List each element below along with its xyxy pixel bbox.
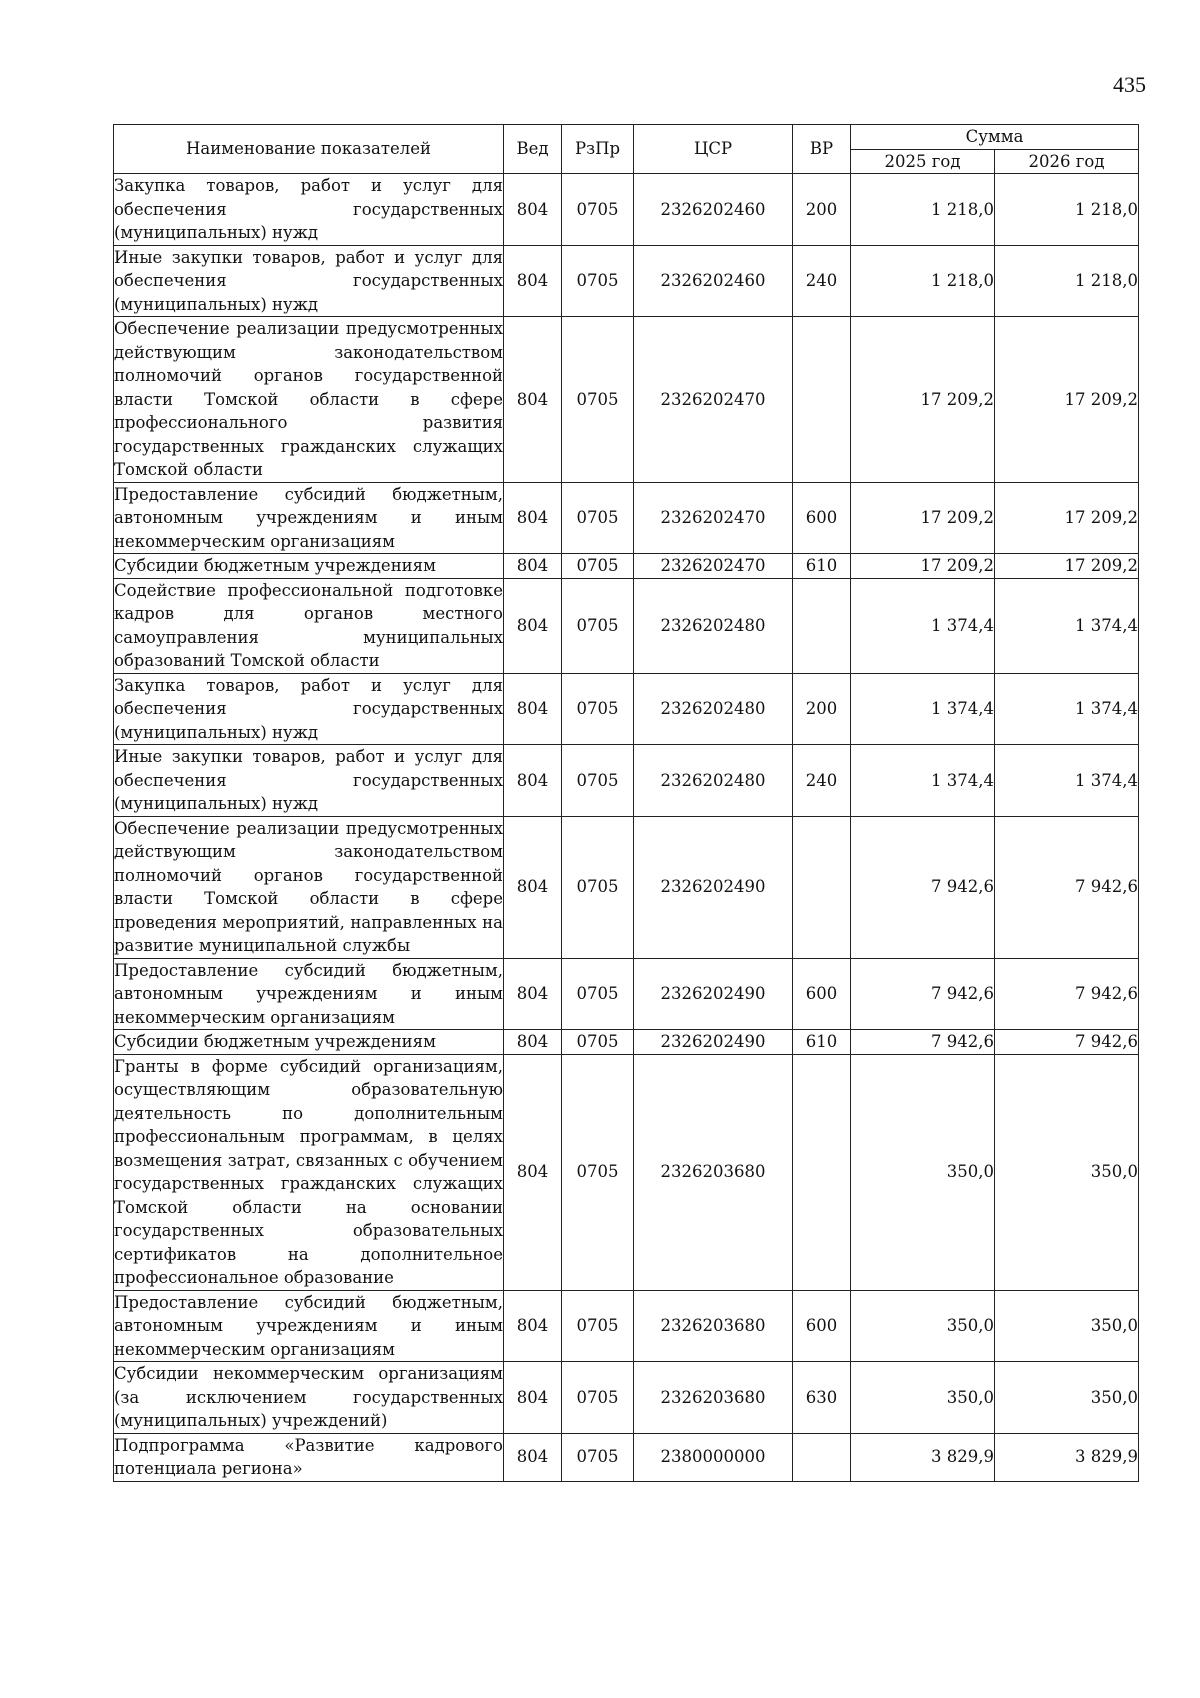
cell-vr: 600 [793,1290,851,1362]
cell-ved: 804 [504,745,562,817]
cell-vr [793,578,851,673]
cell-sum-2026: 1 374,4 [995,745,1139,817]
cell-sum-2026: 1 218,0 [995,245,1139,317]
table-row [114,245,1139,317]
header-csr: ЦСР [634,125,793,174]
cell-csr: 2326202480 [634,673,793,745]
cell-vr: 610 [793,554,851,579]
cell-csr: 2326203680 [634,1054,793,1290]
cell-sum-2026: 3 829,9 [995,1433,1139,1481]
cell-rzpr: 0705 [562,816,634,958]
cell-name: Предоставление субсидий бюджетным, автономным учреждениям и иным некоммерческим организациям [114,958,504,1030]
cell-ved: 804 [504,554,562,579]
cell-rzpr: 0705 [562,1433,634,1481]
cell-sum-2026: 1 218,0 [995,174,1139,246]
table-row [114,317,1139,483]
cell-ved: 804 [504,958,562,1030]
cell-ved: 804 [504,174,562,246]
cell-csr: 2326202490 [634,1030,793,1055]
table-row [114,745,1139,817]
table-row [114,1054,1139,1290]
cell-csr: 2380000000 [634,1433,793,1481]
cell-sum-2025: 350,0 [851,1362,995,1434]
cell-name: Гранты в форме субсидий организациям, осуществляющим образовательную деятельность по дополнительным профессиональным программам, в целях возмещения затрат, связанных с обучением государственных гражданских служащих Томской области на основании государственных образовательных сертификатов на дополнительное профессиональное образование [114,1054,504,1290]
cell-rzpr: 0705 [562,578,634,673]
cell-ved: 804 [504,1433,562,1481]
cell-sum-2026: 1 374,4 [995,673,1139,745]
cell-sum-2026: 17 209,2 [995,482,1139,554]
cell-csr: 2326203680 [634,1290,793,1362]
cell-sum-2025: 7 942,6 [851,816,995,958]
cell-ved: 804 [504,816,562,958]
cell-sum-2026: 17 209,2 [995,317,1139,483]
cell-sum-2025: 350,0 [851,1290,995,1362]
header-year-2026: 2026 год [995,149,1139,174]
cell-csr: 2326202490 [634,958,793,1030]
cell-sum-2026: 7 942,6 [995,958,1139,1030]
cell-vr: 200 [793,174,851,246]
cell-sum-2025: 1 374,4 [851,578,995,673]
cell-csr: 2326202460 [634,245,793,317]
cell-vr: 240 [793,245,851,317]
cell-sum-2026: 350,0 [995,1054,1139,1290]
cell-name: Закупка товаров, работ и услуг для обеспечения государственных (муниципальных) нужд [114,673,504,745]
cell-rzpr: 0705 [562,317,634,483]
cell-name: Субсидии некоммерческим организациям (за исключением государственных (муниципальных) учреждений) [114,1362,504,1434]
header-year-2025: 2025 год [851,149,995,174]
header-vr: ВР [793,125,851,174]
cell-vr: 600 [793,482,851,554]
header-ved: Вед [504,125,562,174]
header-name: Наименование показателей [114,125,504,174]
header-rzpr: РзПр [562,125,634,174]
cell-csr: 2326202490 [634,816,793,958]
cell-sum-2026: 350,0 [995,1362,1139,1434]
cell-sum-2025: 1 374,4 [851,673,995,745]
cell-csr: 2326202480 [634,578,793,673]
cell-rzpr: 0705 [562,174,634,246]
cell-ved: 804 [504,1054,562,1290]
cell-name: Иные закупки товаров, работ и услуг для обеспечения государственных (муниципальных) нужд [114,745,504,817]
cell-rzpr: 0705 [562,1030,634,1055]
cell-csr: 2326202460 [634,174,793,246]
cell-sum-2026: 7 942,6 [995,816,1139,958]
cell-vr [793,1433,851,1481]
table-row [114,958,1139,1030]
cell-name: Закупка товаров, работ и услуг для обеспечения государственных (муниципальных) нужд [114,174,504,246]
table-header [114,125,1139,174]
cell-ved: 804 [504,317,562,483]
cell-name: Подпрограмма «Развитие кадрового потенциала региона» [114,1433,504,1481]
cell-csr: 2326203680 [634,1362,793,1434]
cell-ved: 804 [504,578,562,673]
table-row [114,1433,1139,1481]
cell-sum-2025: 17 209,2 [851,554,995,579]
table-row [114,1290,1139,1362]
cell-name: Предоставление субсидий бюджетным, автономным учреждениям и иным некоммерческим организациям [114,1290,504,1362]
cell-sum-2025: 1 374,4 [851,745,995,817]
header-sum: Сумма [851,125,1139,150]
cell-vr: 610 [793,1030,851,1055]
cell-vr [793,816,851,958]
cell-ved: 804 [504,245,562,317]
cell-vr: 200 [793,673,851,745]
cell-ved: 804 [504,482,562,554]
cell-sum-2026: 7 942,6 [995,1030,1139,1055]
cell-ved: 804 [504,1030,562,1055]
cell-sum-2025: 17 209,2 [851,317,995,483]
cell-sum-2025: 17 209,2 [851,482,995,554]
table-row [114,482,1139,554]
cell-sum-2026: 350,0 [995,1290,1139,1362]
cell-csr: 2326202470 [634,554,793,579]
cell-rzpr: 0705 [562,554,634,579]
table-row [114,174,1139,246]
cell-name: Субсидии бюджетным учреждениям [114,554,504,579]
table-row [114,1362,1139,1434]
cell-rzpr: 0705 [562,745,634,817]
cell-sum-2026: 17 209,2 [995,554,1139,579]
cell-name: Обеспечение реализации предусмотренных действующим законодательством полномочий органов государственной власти Томской области в сфере проведения мероприятий, направленных на развитие муниципальной службы [114,816,504,958]
page-number: 435 [1113,72,1146,97]
cell-vr [793,317,851,483]
cell-rzpr: 0705 [562,1290,634,1362]
cell-ved: 804 [504,1290,562,1362]
table-row [114,1030,1139,1055]
cell-vr: 630 [793,1362,851,1434]
cell-vr: 240 [793,745,851,817]
table-row [114,578,1139,673]
cell-sum-2025: 1 218,0 [851,174,995,246]
cell-vr [793,1054,851,1290]
cell-csr: 2326202470 [634,317,793,483]
cell-vr: 600 [793,958,851,1030]
table-body [114,174,1139,1482]
budget-table [113,124,1139,1482]
cell-ved: 804 [504,1362,562,1434]
cell-name: Иные закупки товаров, работ и услуг для обеспечения государственных (муниципальных) нужд [114,245,504,317]
cell-name: Содействие профессиональной подготовке кадров для органов местного самоуправления муниципальных образований Томской области [114,578,504,673]
cell-sum-2026: 1 374,4 [995,578,1139,673]
cell-rzpr: 0705 [562,245,634,317]
cell-sum-2025: 7 942,6 [851,958,995,1030]
table-row [114,816,1139,958]
cell-name: Субсидии бюджетным учреждениям [114,1030,504,1055]
cell-rzpr: 0705 [562,1054,634,1290]
cell-csr: 2326202470 [634,482,793,554]
cell-csr: 2326202480 [634,745,793,817]
cell-sum-2025: 350,0 [851,1054,995,1290]
cell-sum-2025: 1 218,0 [851,245,995,317]
cell-name: Предоставление субсидий бюджетным, автономным учреждениям и иным некоммерческим организациям [114,482,504,554]
cell-rzpr: 0705 [562,482,634,554]
table-row [114,554,1139,579]
cell-sum-2025: 7 942,6 [851,1030,995,1055]
cell-rzpr: 0705 [562,958,634,1030]
cell-ved: 804 [504,673,562,745]
cell-rzpr: 0705 [562,673,634,745]
cell-rzpr: 0705 [562,1362,634,1434]
table-row [114,673,1139,745]
cell-sum-2025: 3 829,9 [851,1433,995,1481]
cell-name: Обеспечение реализации предусмотренных действующим законодательством полномочий органов государственной власти Томской области в сфере профессионального развития государственных гражданских служащих Томской области [114,317,504,483]
